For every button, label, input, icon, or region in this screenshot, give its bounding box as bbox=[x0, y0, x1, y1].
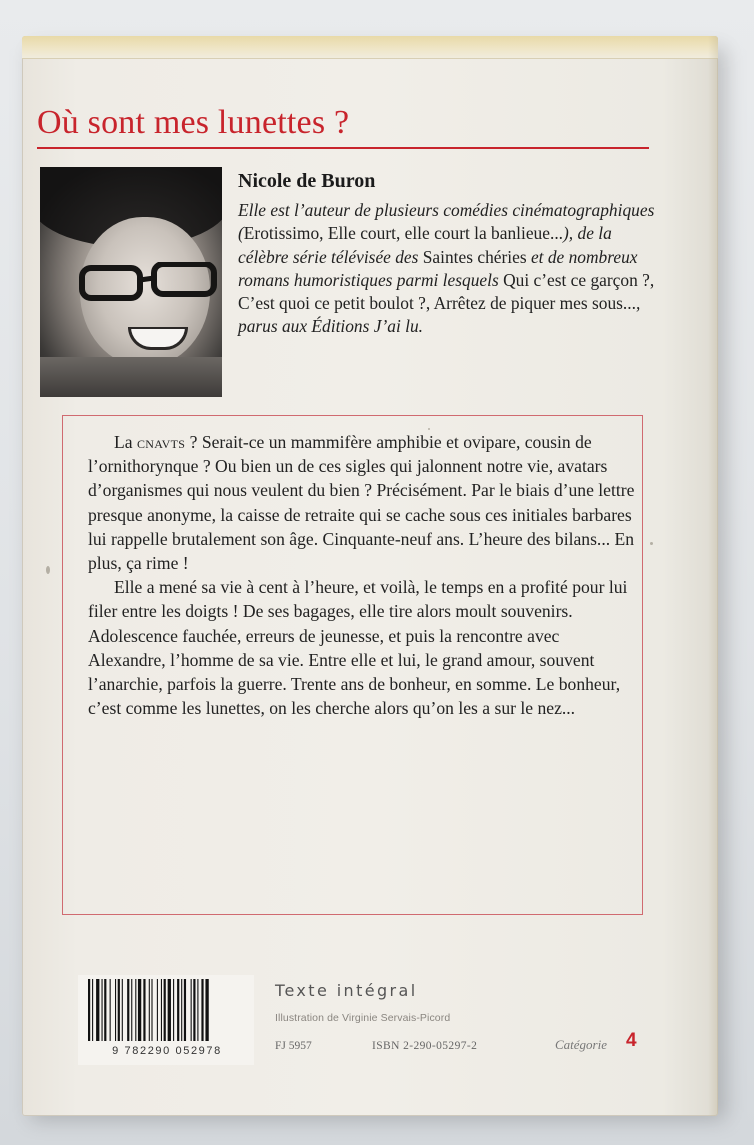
barcode bbox=[78, 975, 254, 1065]
bio-film-titles: Erotissimo, Elle court, elle court la banlieue... bbox=[243, 223, 564, 244]
author-bio bbox=[238, 199, 658, 339]
barcode-bar bbox=[102, 979, 103, 1041]
barcode-bar bbox=[149, 979, 150, 1041]
barcode-bar bbox=[191, 979, 192, 1041]
barcode-bar bbox=[168, 979, 171, 1041]
blurb-p1-start: La bbox=[114, 432, 137, 452]
barcode-bar bbox=[184, 979, 186, 1041]
paper-speck bbox=[650, 542, 653, 545]
barcode-bar bbox=[135, 979, 136, 1041]
blurb-paragraph-1 bbox=[88, 430, 636, 575]
barcode-bars bbox=[86, 979, 246, 1045]
bio-novel-titles: Qui c’est ce garçon ?, C’est quoi ce petit boulot ?, Arrêtez de piquer mes sous... bbox=[238, 269, 655, 314]
author-photo-glasses bbox=[78, 262, 218, 302]
barcode-bar bbox=[138, 979, 141, 1041]
blurb-p1-rest: ? Serait-ce un mammifère amphibie et ovipare, cousin de l’ornithorynque ? Ou bien un de ces sigles qui jalonnent notre vie, avatars d’organismes qui nous veulent du bien ? Précisément. Par le biais d’une lettre presque anonyme, la caisse de retraite qui se cache sous ces initiales barbares lui rappelle brutalement son âge. Cinquante-neuf ans. L’heure des bilans... En plus, ça rime ! bbox=[88, 432, 635, 574]
book-page-edge bbox=[708, 36, 718, 1116]
barcode-bar bbox=[157, 979, 158, 1041]
category-label: Catégorie bbox=[555, 1037, 607, 1052]
paper-speck bbox=[428, 428, 430, 430]
barcode-bar bbox=[201, 979, 203, 1041]
book-top-edge bbox=[22, 36, 718, 59]
barcode-bar bbox=[151, 979, 152, 1041]
bio-part-4: , parus aux Éditions J’ai lu. bbox=[238, 293, 641, 337]
barcode-bar bbox=[118, 979, 120, 1041]
barcode-bar bbox=[92, 979, 93, 1041]
bio-tv-series: Saintes chéries bbox=[422, 246, 527, 267]
texte-integral-label: Texte intégral bbox=[275, 981, 418, 1000]
barcode-bar bbox=[193, 979, 195, 1041]
title-divider bbox=[37, 147, 649, 149]
barcode-bar bbox=[177, 979, 179, 1041]
bio-part-2: ), de la célèbre série télévisée des bbox=[238, 223, 612, 267]
blurb-acronym: cnavts bbox=[136, 432, 186, 452]
category-number: 4 bbox=[626, 1030, 637, 1051]
blurb-text bbox=[88, 430, 636, 720]
fj-code: FJ 5957 bbox=[275, 1040, 312, 1052]
author-photo bbox=[40, 167, 222, 397]
barcode-bar bbox=[96, 979, 99, 1041]
blurb-paragraph-2: Elle a mené sa vie à cent à l’heure, et voilà, le temps en a profité pour lui filer entre les doigts ! De ses bagages, elle tire alors moult souvenirs. Adolescence fauchée, erreurs de jeunesse, et puis la rencontre avec Alexandre, l’homme de sa vie. Entre elle et lui, le grand amour, souvent l’anarchie, parfois la guerre. Trente ans de bonheur, en somme. Le bonheur, c’est comme les lunettes, on les cherche alors qu’on les a sur le nez... bbox=[88, 577, 628, 719]
barcode-bar bbox=[143, 979, 145, 1041]
bio-part-1: Elle est l’auteur de plusieurs comédies cinématographiques ( bbox=[238, 200, 655, 244]
barcode-bar bbox=[122, 979, 123, 1041]
barcode-digits: 9 782290 052978 bbox=[112, 1045, 222, 1057]
paper-speck bbox=[46, 566, 50, 574]
author-name: Nicole de Buron bbox=[238, 170, 376, 192]
barcode-bar bbox=[197, 979, 198, 1041]
author-photo-sweater bbox=[40, 357, 222, 397]
barcode-bar bbox=[205, 979, 208, 1041]
barcode-bar bbox=[110, 979, 111, 1041]
barcode-bar bbox=[173, 979, 174, 1041]
barcode-bar bbox=[104, 979, 106, 1041]
barcode-bar bbox=[88, 979, 90, 1041]
barcode-bar bbox=[115, 979, 116, 1041]
book-title: Où sont mes lunettes ? bbox=[37, 104, 350, 141]
illustration-credit: Illustration de Virginie Servais-Picord bbox=[275, 1012, 451, 1024]
barcode-bar bbox=[127, 979, 129, 1041]
barcode-bar bbox=[181, 979, 182, 1041]
barcode-bar bbox=[164, 979, 166, 1041]
barcode-bar bbox=[161, 979, 162, 1041]
bio-part-3: et de nombreux romans humoristiques parmi lesquels bbox=[238, 246, 638, 290]
barcode-bar bbox=[131, 979, 132, 1041]
isbn: ISBN 2-290-05297-2 bbox=[372, 1040, 478, 1052]
